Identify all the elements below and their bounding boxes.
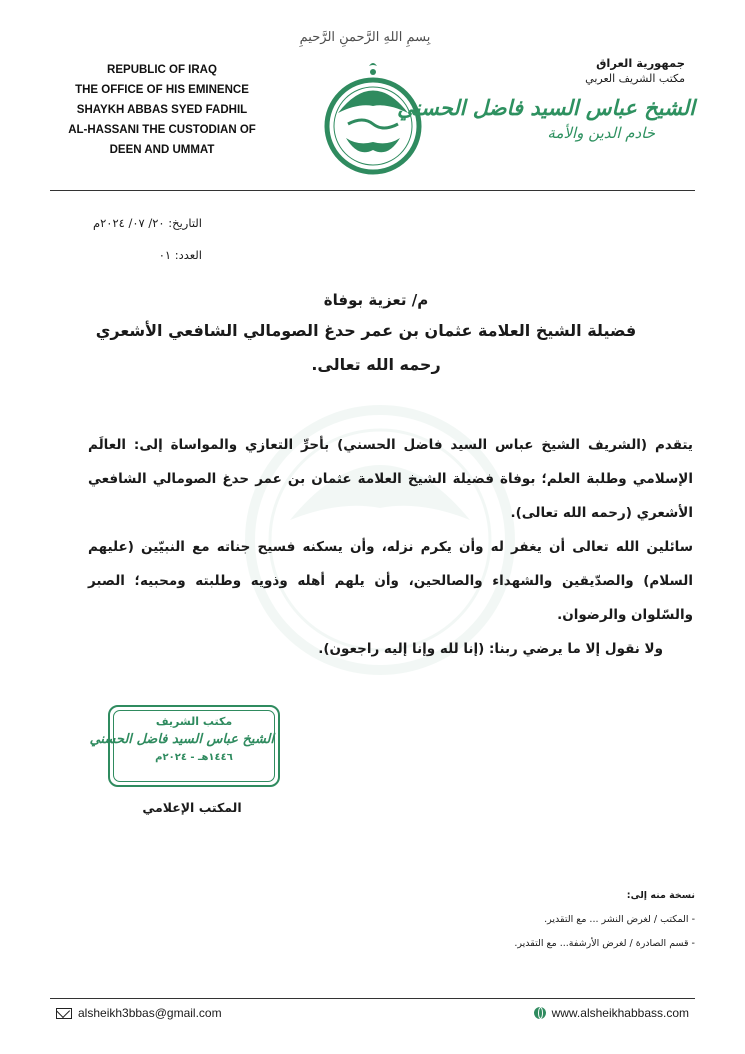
- stamp-date: ١٤٤٦هـ - ٢٠٢٤م: [155, 752, 233, 763]
- english-line: DEEN AND UMMAT: [109, 144, 215, 156]
- arabic-country: جمهورية العراق: [596, 56, 685, 70]
- subject-deceased-name: فضيلة الشيخ العلامة عثمان بن عمر حدغ الصومالي الشافعي الأشعري: [95, 321, 637, 340]
- footer-website[interactable]: [534, 1006, 689, 1020]
- stamp-line: مكتب الشريف: [155, 715, 233, 728]
- letter-meta: [2, 207, 202, 271]
- email-address[interactable]: alsheikh3bbas@gmail.com: [78, 1006, 222, 1020]
- letter-subject: [60, 286, 692, 382]
- body-closing: ولا نقول إلا ما يرضي ربنا: (إنا لله وإنا إليه راجعون).: [318, 641, 663, 657]
- footer-email[interactable]: [56, 1006, 222, 1020]
- subject-prayer: رحمه الله تعالى.: [311, 355, 441, 374]
- signature-office: المكتب الإعلامي: [142, 800, 242, 815]
- body-paragraph: سائلين الله تعالى أن يغفر له وأن يكرم نزله، وأن يسكنه فسيح جناته مع النبيّين (عليهم السلام) والصدّيقين والشهداء والصالحين، وأن يلهم أهله وذويه وطلبته ومحبيه؛ الصبر والسّلوان والرضوان.: [88, 539, 693, 623]
- english-line: REPUBLIC OF IRAQ: [107, 64, 217, 76]
- footer-divider: [50, 998, 695, 999]
- english-line: SHAYKH ABBAS SYED FADHIL: [76, 104, 248, 116]
- stamp-name: الشيخ عباس السيد فاضل الحسني: [89, 732, 274, 747]
- arabic-title-calligraphy: خادم الدين والأمة: [547, 124, 655, 142]
- arabic-name-calligraphy: الشيخ عباس السيد فاضل الحسني: [397, 95, 695, 120]
- copies-item: - المكتب / لغرض النشر ... مع التقدير.: [544, 914, 695, 925]
- stamp-frame: [89, 710, 275, 782]
- body-paragraph: يتقدم (الشريف الشيخ عباس السيد فاضل الحسني) بأحرِّ التعازي والمواساة إلى: العالَم الإسلامي وطلبة العلم؛ بوفاة فضيلة الشيخ العلامة عثمان بن عمر حدغ الصومالي الشافعي الأشعري (رحمه الله تعالى).: [88, 437, 693, 521]
- english-letterhead: [52, 60, 272, 160]
- footer: [50, 1006, 695, 1026]
- copies-heading: نسخة منه إلى:: [626, 890, 695, 901]
- copies-list: [445, 884, 695, 956]
- arabic-office: مكتب الشريف العربي: [585, 72, 685, 85]
- english-line: AL-HASSANI THE CUSTODIAN OF: [68, 124, 256, 136]
- globe-icon: [534, 1007, 546, 1019]
- letter-number: العدد: ٠١: [158, 248, 202, 262]
- office-stamp: [89, 705, 280, 787]
- basmala: بِسمِ اللهِ الرَّحمنِ الرَّحيمِ: [299, 30, 431, 45]
- letter-body: [88, 428, 693, 666]
- copies-item: - قسم الصادرة / لغرض الأرشفة... مع التقدير.: [514, 938, 695, 949]
- english-line: THE OFFICE OF HIS EMINENCE: [75, 84, 249, 96]
- arabic-letterhead: [397, 55, 695, 142]
- letter-date: التاريخ: ٢٠/ ٠٧/ ٢٠٢٤م: [92, 216, 202, 230]
- website-url[interactable]: www.alsheikhabbass.com: [551, 1006, 689, 1020]
- mail-icon: [56, 1008, 72, 1019]
- header-divider: [50, 190, 695, 191]
- subject-line: م/ تعزية بوفاة: [323, 291, 429, 309]
